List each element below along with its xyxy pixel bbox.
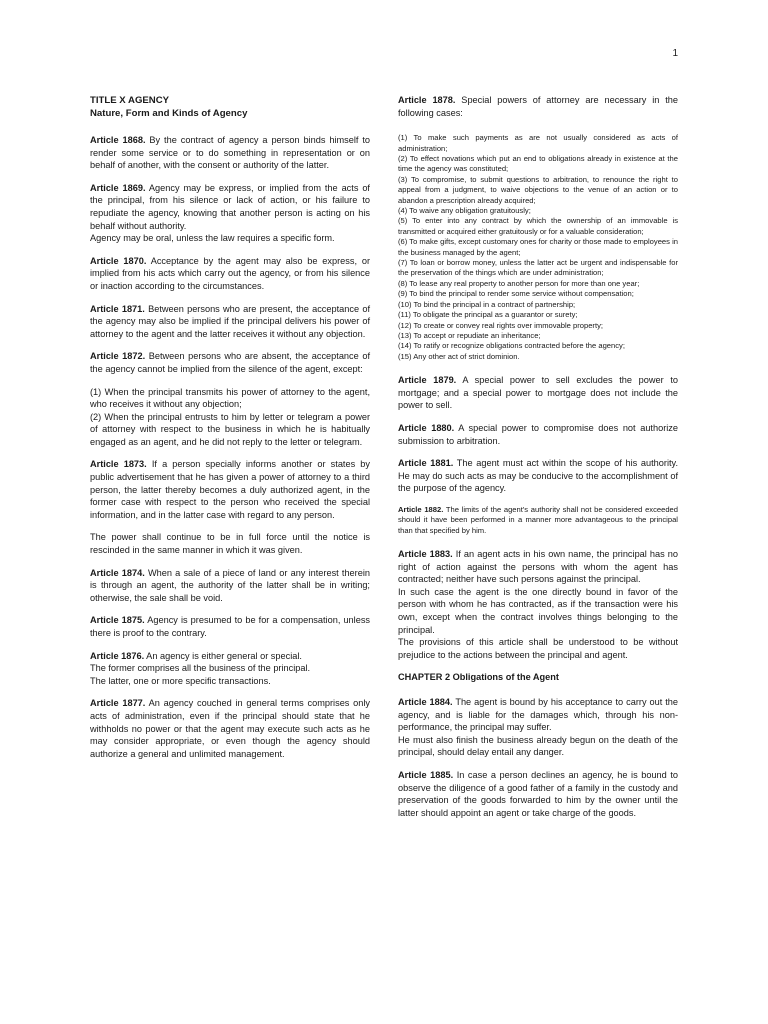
article-label: Article 1881. xyxy=(398,458,454,469)
document-subtitle: Nature, Form and Kinds of Agency xyxy=(90,108,248,119)
article-text: Acceptance by the agent may also be express, or implied from his acts which carry out the agency, or from his silence or inaction according to the circumstances. xyxy=(90,255,371,291)
list-item: (1) To make such payments as are not usually considered as acts of administration; xyxy=(398,133,678,153)
page-number: 1 xyxy=(672,48,678,59)
article-1868 xyxy=(90,134,370,172)
list-item: (1) When the principal transmits his power of attorney to the agent, who receives it without any objection; xyxy=(90,386,370,410)
list-item: (9) To bind the principal to render some service without compensation; xyxy=(398,289,634,299)
article-text: In case a person declines an agency, he is bound to observe the diligence of a good father of a family in the custody and preservation of the goods forwarded to him by the owner until the latter should appoint an agent or take charge of the goods. xyxy=(398,770,678,818)
article-label: Article 1872. xyxy=(90,351,146,362)
list-item: (15) Any other act of strict dominion. xyxy=(398,351,520,361)
left-column xyxy=(90,94,370,770)
article-text: He must also finish the business already begun on the death of the principal, should delay entail any danger. xyxy=(398,734,678,758)
article-1870 xyxy=(90,255,370,293)
article-text: An agency couched in general terms comprises only acts of administration, even if the principal should state that he withholds no power or that the agent may execute such acts as he may consider appropriate, or even though the agency should authorize a general and unlimited management. xyxy=(90,698,371,759)
article-text: By the contract of agency a person binds himself to render some service or to do something in representation or on behalf of another, with the consent or authority of the latter. xyxy=(90,135,370,171)
list-item: (2) When the principal entrusts to him by letter or telegram a power of attorney with respect to the business in which he is habitually engaged as an agent, and he did not reply to the letter or telegram. xyxy=(90,411,370,447)
article-text: An agency is either general or special. xyxy=(144,650,302,661)
article-1873 xyxy=(90,458,370,521)
list-item: (11) To obligate the principal as a guarantor or surety; xyxy=(398,310,578,320)
article-label: Article 1871. xyxy=(90,303,145,314)
right-column xyxy=(398,94,678,829)
list-item: (7) To loan or borrow money, unless the latter act be urgent and indispensable for the preservation of the things which are under administration; xyxy=(398,258,678,278)
list-item: (5) To enter into any contract by which the ownership of an immovable is transmitted or acquired either gratuitously or for a valuable consideration; xyxy=(398,216,678,236)
article-1872 xyxy=(90,350,370,375)
list-item: (2) To effect novations which put an end to obligations already in existence at the time the agency was constituted; xyxy=(398,154,678,174)
article-text: Agency may be oral, unless the law requires a specific form. xyxy=(90,233,335,244)
list-item: (6) To make gifts, except customary ones for charity or those made to employees in the business managed by the agent; xyxy=(398,237,678,257)
article-text: When a sale of a piece of land or any interest therein is through an agent, the authority of the latter shall be in writing; otherwise, the sale shall be void. xyxy=(90,567,370,603)
article-text: If a person specially informs another or states by public advertisement that he has given a power of attorney to a third person, the latter thereby becomes a duly authorized agent, in the former case with respect to the person who received the special information, and in the latter case with regard to any person. xyxy=(90,459,371,520)
article-1881 xyxy=(398,457,678,495)
article-1869 xyxy=(90,182,370,245)
chapter-heading: CHAPTER 2 Obligations of the Agent xyxy=(398,672,559,683)
list-item: (13) To accept or repudiate an inheritance; xyxy=(398,330,541,340)
article-1873-continuation xyxy=(90,531,370,556)
list-item: (4) To waive any obligation gratuitously; xyxy=(398,206,531,216)
article-label: Article 1885. xyxy=(398,770,454,780)
article-label: Article 1875. xyxy=(90,615,145,626)
article-label: Article 1873. xyxy=(90,459,147,470)
article-1871 xyxy=(90,303,370,341)
article-label: Article 1880. xyxy=(398,422,455,433)
article-1872-items xyxy=(90,386,370,449)
article-text: Between persons who are present, the acceptance of the agency may also be implied if the principal delivers his power of attorney to the agent and the latter receives it without any objection. xyxy=(90,303,371,339)
article-1879 xyxy=(398,374,678,412)
article-text: The agent is bound by his acceptance to carry out the agency, and is liable for the damages which, through his non- performance, the principal may suffer. xyxy=(398,697,678,733)
article-1880 xyxy=(398,422,678,447)
article-text: The limits of the agent's authority shall not be considered exceeded should it have been performed in a manner more advantageous to the principal than that specified by him. xyxy=(398,504,679,535)
article-text: Between persons who are absent, the acceptance of the agency cannot be implied from the silence of the agent, except: xyxy=(90,351,370,374)
article-1875 xyxy=(90,614,370,639)
article-1876 xyxy=(90,650,370,688)
article-text: A special power to compromise does not authorize submission to arbitration. xyxy=(398,422,679,446)
article-1877 xyxy=(90,697,370,760)
list-item: (8) To lease any real property to another person for more than one year; xyxy=(398,278,640,288)
article-text: The latter, one or more specific transactions. xyxy=(90,675,271,686)
article-label: Article 1869. xyxy=(90,182,146,193)
article-1884 xyxy=(398,696,678,759)
article-text: The agent must act within the scope of his authority. He may do such acts as may be conducive to the accomplishment of the purpose of the agency. xyxy=(398,458,678,494)
article-1878-items xyxy=(398,133,678,362)
article-1874 xyxy=(90,567,370,605)
article-text: If an agent acts in his own name, the principal has no right of action against the persons with whom the agent has contracted; neither have such persons against the principal. xyxy=(398,549,679,585)
list-item: (3) To compromise, to submit questions to arbitration, to renounce the right to appeal from a judgment, to waive objections to the venue of an action or to abandon a prescription already acquired; xyxy=(398,174,678,205)
article-label: Article 1883. xyxy=(398,549,453,560)
article-label: Article 1882. xyxy=(398,504,444,514)
list-item: (14) To ratify or recognize obligations contracted before the agency; xyxy=(398,341,625,351)
article-text: Special powers of attorney are necessary in the following cases: xyxy=(398,95,679,118)
article-label: Article 1879. xyxy=(398,375,457,386)
article-1878 xyxy=(398,94,678,119)
article-text: Agency may be express, or implied from the acts of the principal, from his silence or lack of action, or his failure to repudiate the agency, knowing that another person is acting on his behalf without authority. xyxy=(90,182,370,231)
article-label: Article 1876. xyxy=(90,650,145,661)
article-1882 xyxy=(398,505,678,536)
article-label: Article 1874. xyxy=(90,567,145,578)
document-title: TITLE X AGENCY xyxy=(90,95,170,106)
article-label: Article 1870. xyxy=(90,255,147,266)
title-block xyxy=(90,94,370,120)
article-1885 xyxy=(398,769,678,819)
article-label: Article 1878. xyxy=(398,95,456,105)
article-text: Agency is presumed to be for a compensation, unless there is proof to the contrary. xyxy=(90,615,371,638)
article-label: Article 1877. xyxy=(90,698,146,709)
article-text: The power shall continue to be in full force until the notice is rescinded in the same manner in which it was given. xyxy=(90,532,370,556)
article-text: The provisions of this article shall be understood to be without prejudice to the actions between the principal and agent. xyxy=(398,637,678,660)
list-item: (12) To create or convey real rights over immovable property; xyxy=(398,320,603,330)
article-text: A special power to sell excludes the power to mortgage; and a special power to mortgage does not include the power to sell. xyxy=(398,375,679,411)
article-text: In such case the agent is the one directly bound in favor of the person with whom he has contracted, as if the transaction were his own, except when the contract involves things belonging to the principal. xyxy=(398,586,678,635)
article-label: Article 1884. xyxy=(398,697,453,708)
article-text: The former comprises all the business of the principal. xyxy=(90,663,311,674)
article-label: Article 1868. xyxy=(90,135,146,145)
article-1883 xyxy=(398,548,678,661)
list-item: (10) To bind the principal in a contract of partnership; xyxy=(398,299,576,309)
